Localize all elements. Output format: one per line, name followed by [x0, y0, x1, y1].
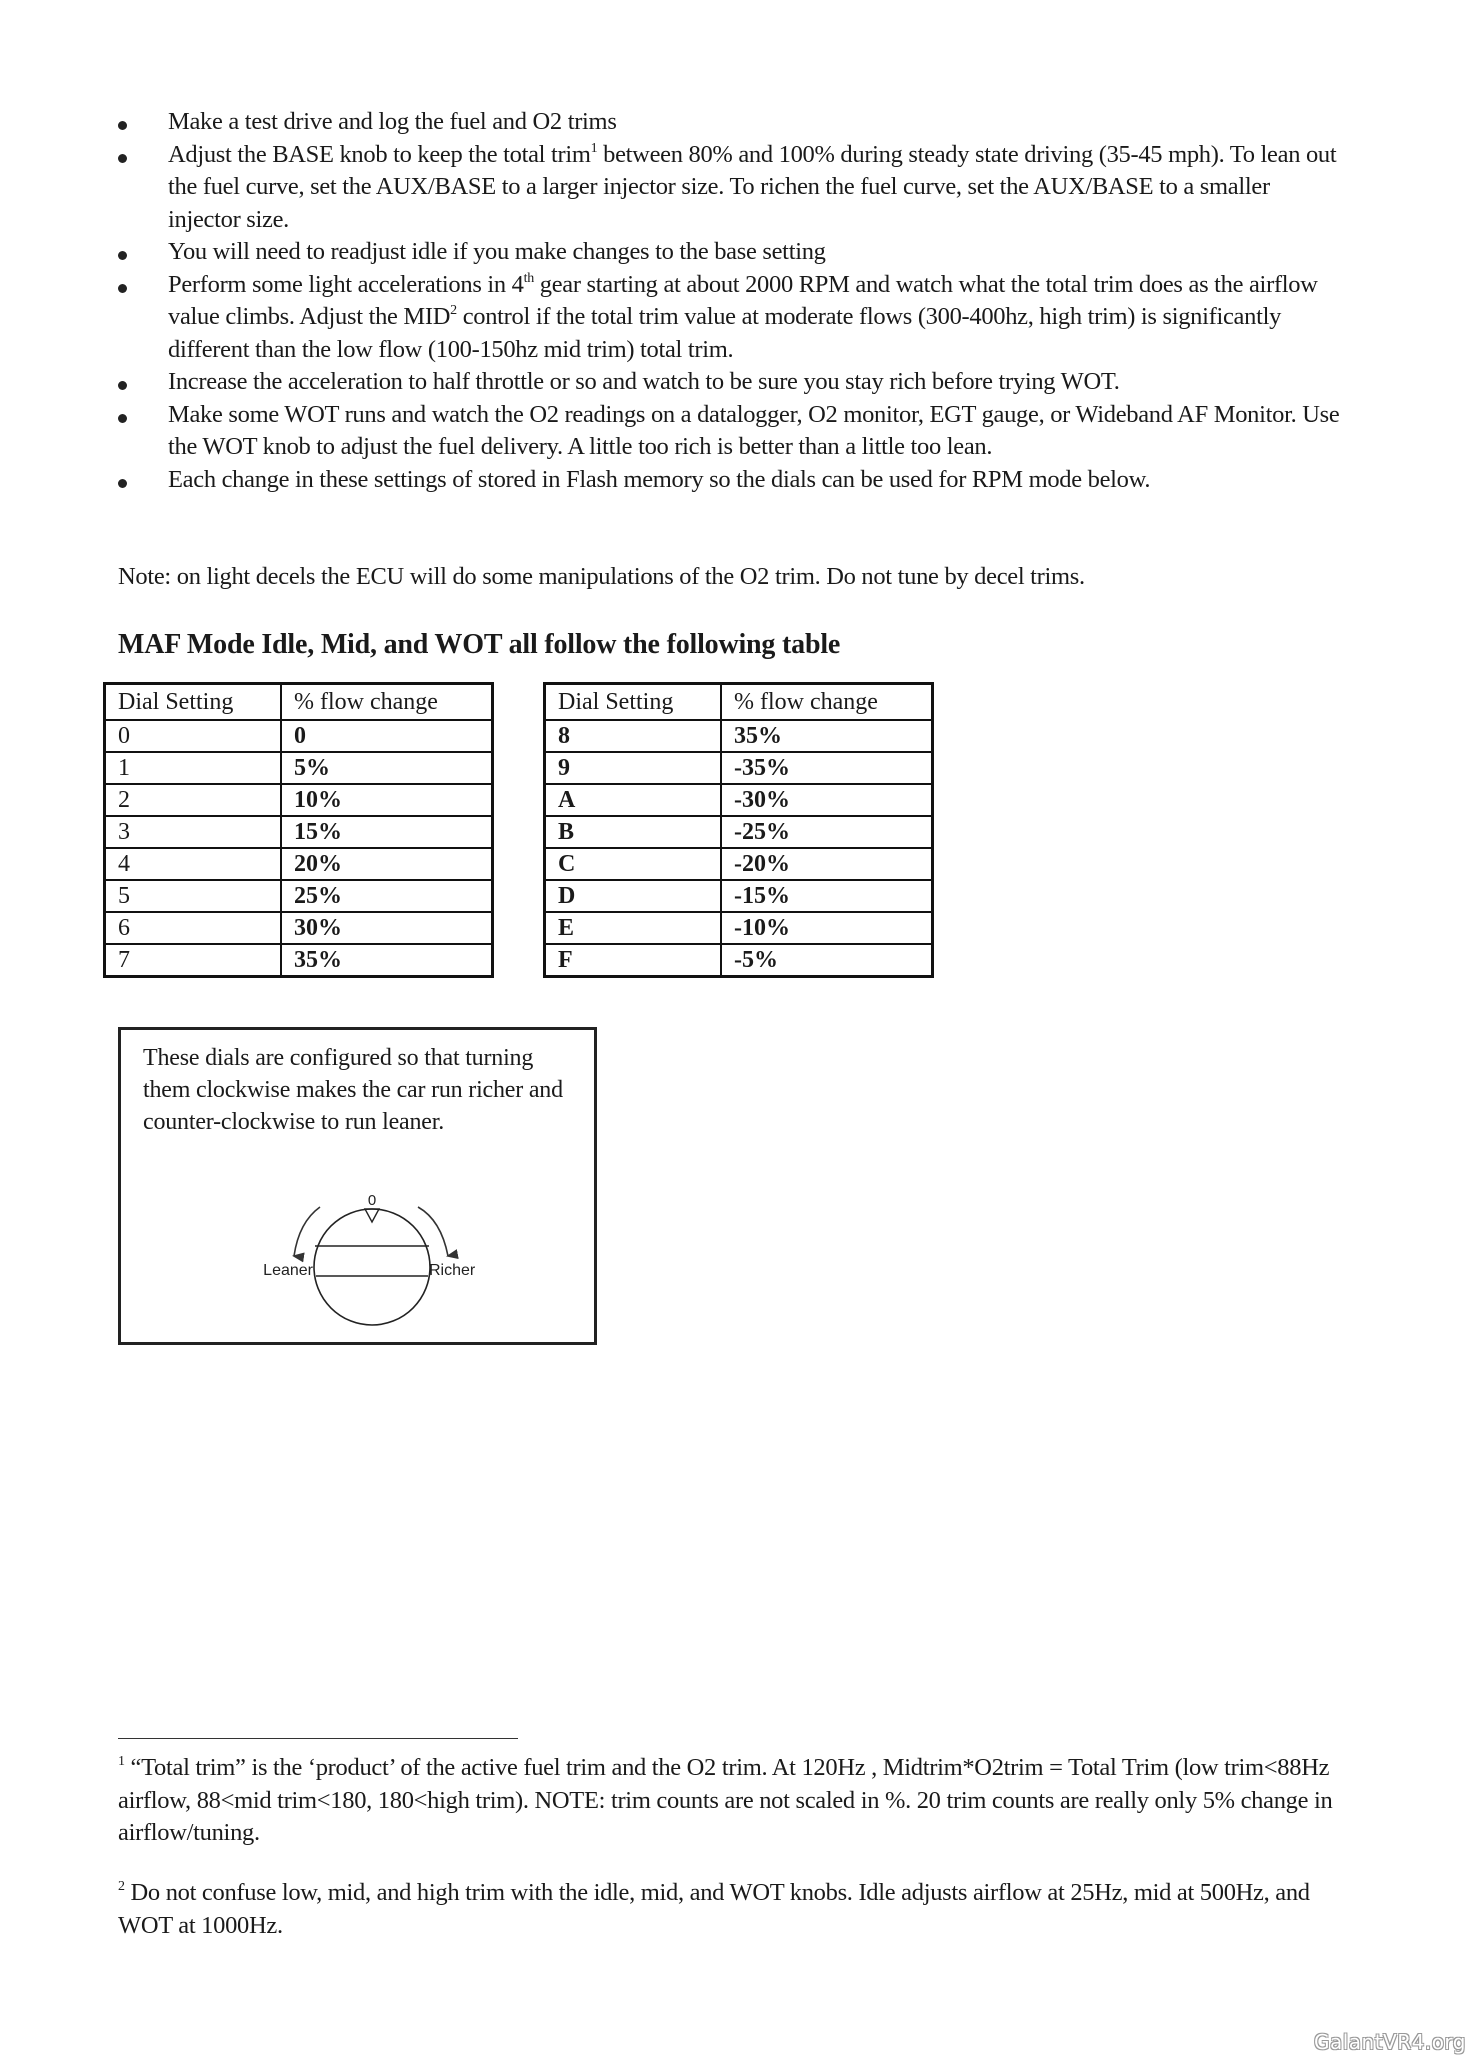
table-row	[545, 816, 933, 848]
bullet-item	[112, 366, 1342, 399]
dial-table-left	[103, 682, 494, 978]
table-row	[545, 912, 933, 944]
bullet-text: control if the total trim value at moderate flows (300-400hz, high trim) is significantly different than the low flow (100-150hz mid trim) total trim.	[168, 303, 1282, 363]
dial-cell: D	[545, 880, 722, 912]
dial-cell: 2	[105, 784, 282, 816]
dial-cell: 7	[105, 944, 282, 977]
column-header-flow: % flow change	[721, 684, 933, 721]
dial-cell: 3	[105, 816, 282, 848]
flow-cell: -35%	[721, 752, 933, 784]
table-row	[105, 848, 493, 880]
flow-cell: 35%	[721, 720, 933, 752]
table-row	[105, 944, 493, 977]
flow-cell: 5%	[281, 752, 493, 784]
flow-cell: -10%	[721, 912, 933, 944]
table-header-row	[545, 684, 933, 721]
dial-cell: 0	[105, 720, 282, 752]
bullet-text: between 80% and 100% during steady state driving (35-45 mph). To lean out the fuel curve, set the AUX/BASE to a larger injector size. To richen the fuel curve, set the AUX/BASE to a smaller injector size.	[168, 140, 1337, 233]
flow-cell: -15%	[721, 880, 933, 912]
table-row	[105, 784, 493, 816]
bullet-text: Make a test drive and log the fuel and O2 trims	[168, 108, 617, 135]
footnote-2	[118, 1877, 1348, 1942]
dial-cell: 8	[545, 720, 722, 752]
dial-cell: B	[545, 816, 722, 848]
table-header-row	[105, 684, 493, 721]
dial-cell: 5	[105, 880, 282, 912]
bullet-text: You will need to readjust idle if you make changes to the base setting	[168, 238, 826, 265]
dial-cell: 6	[105, 912, 282, 944]
bullet-text: Make some WOT runs and watch the O2 readings on a datalogger, O2 monitor, EGT gauge, or Wideband AF Monitor. Use the WOT knob to adjust the fuel delivery. A little too rich is better than a little too lean.	[168, 400, 1340, 460]
footnote-mark: 1	[118, 1754, 125, 1769]
dial-table-right	[543, 682, 934, 978]
dial-cell: 1	[105, 752, 282, 784]
flow-cell: -25%	[721, 816, 933, 848]
svg-text:0: 0	[367, 1192, 377, 1209]
ordinal-superscript: th	[523, 270, 534, 286]
dial-direction-callout	[118, 1027, 597, 1345]
instruction-bullet-list	[112, 106, 1342, 496]
table-row	[545, 848, 933, 880]
dial-cell: E	[545, 912, 722, 944]
bullet-text: Each change in these settings of stored in Flash memory so the dials can be used for RPM mode below.	[168, 465, 1151, 493]
table-row	[105, 880, 493, 912]
flow-cell: 15%	[281, 816, 493, 848]
table-row	[545, 880, 933, 912]
dial-diagram-icon	[121, 1030, 594, 1342]
callout-text: These dials are configured so that turning them clockwise makes the car run richer and counter-clockwise to run leaner.	[143, 1045, 563, 1135]
table-row	[105, 816, 493, 848]
footnote-ref: 2	[450, 303, 457, 318]
svg-text:Richer: Richer	[429, 1262, 476, 1279]
table-row	[545, 784, 933, 816]
dial-cell: 9	[545, 752, 722, 784]
footnote-text: Do not confuse low, mid, and high trim with the idle, mid, and WOT knobs. Idle adjusts airflow at 25Hz, mid at 500Hz, and WOT at 1000Hz.	[118, 1879, 1310, 1939]
flow-cell: -30%	[721, 784, 933, 816]
bullet-text: Increase the acceleration to half throttle or so and watch to be sure you stay rich before trying WOT.	[168, 368, 1120, 395]
footnote-divider	[118, 1738, 518, 1739]
table-row	[545, 752, 933, 784]
dial-cell: C	[545, 848, 722, 880]
footnote-mark: 2	[118, 1879, 125, 1894]
flow-cell: 35%	[281, 944, 493, 977]
dial-cell: F	[545, 944, 722, 977]
bullet-item	[112, 139, 1342, 237]
table-row	[545, 944, 933, 977]
footnote-1	[118, 1752, 1348, 1850]
table-row	[105, 752, 493, 784]
flow-cell: 10%	[281, 784, 493, 816]
flow-cell: -5%	[721, 944, 933, 977]
bullet-item	[112, 106, 1342, 139]
column-header-dial: Dial Setting	[105, 684, 282, 721]
bullet-item	[112, 236, 1342, 269]
watermark: GalantVR4.org	[1313, 2030, 1466, 2054]
dial-cell: A	[545, 784, 722, 816]
dial-cell: 4	[105, 848, 282, 880]
bullet-item	[112, 464, 1342, 497]
svg-text:Leaner: Leaner	[263, 1262, 313, 1279]
zero-pointer	[365, 1209, 379, 1222]
bullet-text: Perform some light accelerations in 4	[168, 270, 524, 298]
flow-cell: 0	[281, 720, 493, 752]
decel-note: Note: on light decels the ECU will do some manipulations of the O2 trim. Do not tune by decel trims.	[118, 563, 1085, 590]
knob-circle	[314, 1209, 430, 1325]
column-header-flow: % flow change	[281, 684, 493, 721]
footnote-text: “Total trim” is the ‘product’ of the active fuel trim and the O2 trim. At 120Hz , Midtrim*O2trim = Total Trim (low trim<88Hz airflow, 88<mid trim<180, 180<high trim). NOTE: trim counts are not scaled in %. 20 trim counts are really only 5% change in airflow/tuning.	[118, 1754, 1333, 1846]
flow-cell: 30%	[281, 912, 493, 944]
table-row	[545, 720, 933, 752]
bullet-text: Adjust the BASE knob to keep the total trim	[168, 140, 591, 168]
flow-cell: 25%	[281, 880, 493, 912]
bullet-text: gear starting at about 2000 RPM and watch what the total trim does as the airflow value climbs. Adjust the MID	[168, 270, 1318, 330]
flow-cell: -20%	[721, 848, 933, 880]
table-row	[105, 912, 493, 944]
table-row	[105, 720, 493, 752]
bullet-item	[112, 399, 1342, 464]
footnote-ref: 1	[590, 140, 598, 156]
flow-cell: 20%	[281, 848, 493, 880]
section-heading: MAF Mode Idle, Mid, and WOT all follow the following table	[118, 629, 841, 660]
column-header-dial: Dial Setting	[545, 684, 722, 721]
bullet-item	[112, 269, 1342, 367]
